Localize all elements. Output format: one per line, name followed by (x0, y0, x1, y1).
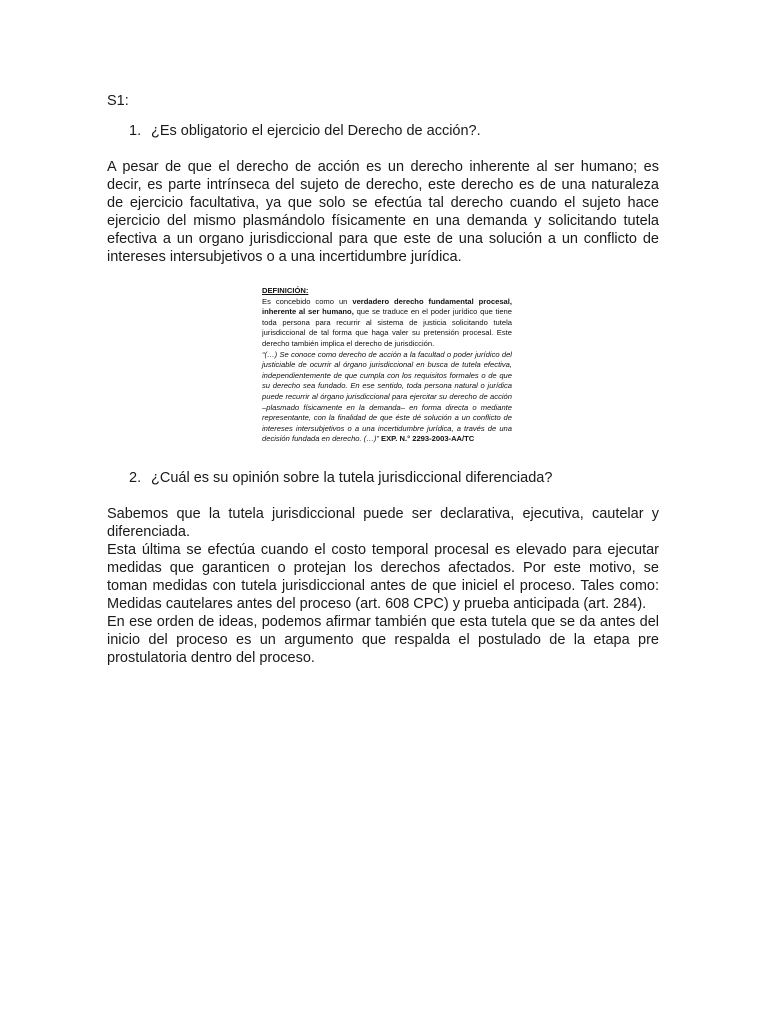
excerpt-reference: EXP. N.° 2293-2003-AA/TC (378, 434, 475, 444)
excerpt-quote-text: “(…) Se conoce como derecho de acción a la facultad o poder jurídico del justiciable de ocurrir al órgano jurisdiccional en busca de tutela efectiva, independientemente de que cumpla con los requisitos formales o de que su derecho sea fundado. En ese sentido, toda persona natural o jurídica puede recurrir al órgano jurisdiccional para ejercitar su derecho de acción –plasmado físicamente en la demanda– en forma directa o mediante representante, con la finalidad de que éste dé solución a un conflicto de intereses intersubjetivos o a una incertidumbre jurídica, a través de una decisión fundada en derecho. (…)” (262, 349, 512, 444)
question-1 (129, 122, 659, 140)
question-1-text: ¿Es obligatorio el ejercicio del Derecho de acción?. (151, 123, 481, 139)
excerpt-body-bold: verdadero derecho fundamental procesal, inherente al ser humano, (262, 296, 513, 317)
answer-2-paragraph-2: Esta última se efectúa cuando el costo temporal procesal es elevado para ejecutar medidas que garanticen o protejan los derechos afectados. Por este motivo, se toman medidas con tutela jurisdiccional antes de que iniciel el proceso. Tales como: Medidas cautelares antes del proceso (art. 608 CPC) y prueba anticipada (art. 284). (107, 541, 659, 612)
excerpt-body (262, 297, 512, 350)
excerpt-body-end: que se traduce en el poder jurídico que tiene toda persona para recurrir al sistema de justicia solicitando tutela jurisdiccional de tal forma que haga valer su pretensión procesal. Este derecho también implica el derecho de jurisdicción. (262, 307, 512, 348)
question-1-number: 1. (129, 123, 142, 139)
question-2-number: 2. (129, 469, 142, 486)
answer-2-paragraph-3: En ese orden de ideas, podemos afirmar también que esta tutela que se da antes del inicio del proceso es un argumento que respalda el postulado de la etapa pre prostulatoria dentro del proceso. (107, 613, 659, 666)
question-2 (129, 469, 659, 487)
answer-2-paragraph-1: Sabemos que la tutela jurisdiccional puede ser declarativa, ejecutiva, cautelar y diferenciada. (107, 505, 659, 540)
section-heading: S1: (107, 93, 129, 109)
definition-excerpt-image (262, 286, 512, 445)
document-page (107, 92, 659, 667)
answer-1-paragraph: A pesar de que el derecho de acción es un derecho inherente al ser humano; es decir, es parte intrínseca del sujeto de derecho, este derecho es de una naturaleza de ejercicio facultativa, ya que solo se efectúa tal derecho cuando el sujeto hace ejercicio del mismo plasmándolo físicamente en una demanda y solicitando tutela efectiva a un organo jurisdiccional para que este de una solución a un conflicto de intereses intersubjetivos o a una incertidumbre jurídica. (107, 159, 659, 265)
excerpt-quote (262, 350, 512, 445)
excerpt-title: DEFINICIÓN: (262, 286, 309, 295)
excerpt-body-start: Es concebido como un (262, 296, 353, 306)
question-2-text: ¿Cuál es su opinión sobre la tutela jurisdiccional diferenciada? (151, 469, 553, 486)
